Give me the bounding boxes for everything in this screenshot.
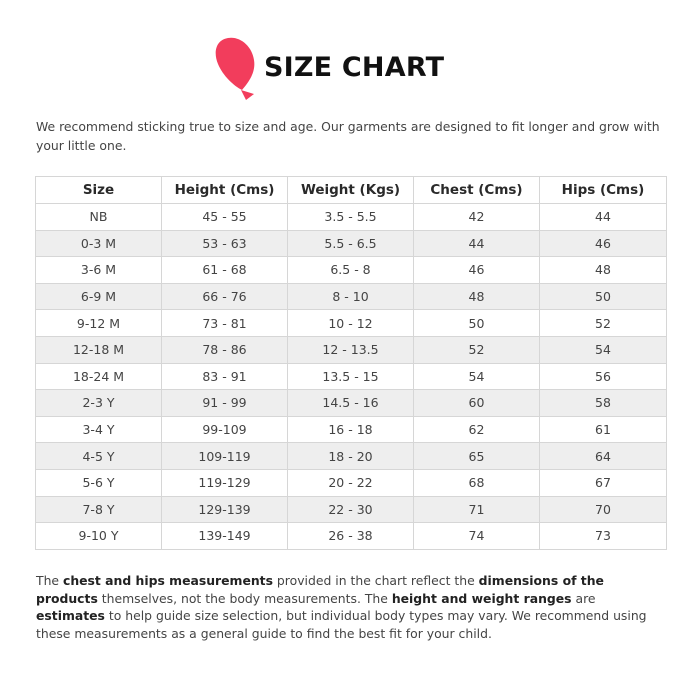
weight-cell: 3.5 - 5.5 xyxy=(288,204,414,231)
size-cell: 0-3 M xyxy=(36,230,162,257)
note-emphasis: estimates xyxy=(36,608,105,624)
table-row xyxy=(36,363,667,390)
table-row xyxy=(36,310,667,337)
size-cell: 9-12 M xyxy=(36,310,162,337)
chest-cell: 62 xyxy=(414,416,540,443)
note-text: to help guide size selection, but individual body types may vary. We recommend using these measurements as a general guide to find the best fit for your child. xyxy=(36,608,647,641)
table-row xyxy=(36,257,667,284)
weight-cell: 13.5 - 15 xyxy=(288,363,414,390)
hips-cell: 70 xyxy=(540,496,667,523)
column-header-weight: Weight (Kgs) xyxy=(288,177,414,204)
size-cell: 18-24 M xyxy=(36,363,162,390)
column-header-hips: Hips (Cms) xyxy=(540,177,667,204)
weight-cell: 26 - 38 xyxy=(288,523,414,550)
note-text: themselves, not the body measurements. The xyxy=(97,590,392,606)
column-header-height: Height (Cms) xyxy=(162,177,288,204)
height-cell: 119-129 xyxy=(162,469,288,496)
table-row xyxy=(36,336,667,363)
note-text: are xyxy=(571,590,596,606)
weight-cell: 14.5 - 16 xyxy=(288,390,414,417)
size-cell: 3-6 M xyxy=(36,257,162,284)
table-row xyxy=(36,416,667,443)
weight-cell: 22 - 30 xyxy=(288,496,414,523)
hips-cell: 64 xyxy=(540,443,667,470)
hips-cell: 44 xyxy=(540,204,667,231)
chest-cell: 60 xyxy=(414,390,540,417)
note-emphasis: chest and hips measurements xyxy=(62,573,273,588)
size-cell: 5-6 Y xyxy=(36,469,162,496)
table-row xyxy=(36,283,667,310)
chest-cell: 68 xyxy=(414,469,540,496)
hips-cell: 48 xyxy=(540,257,667,284)
size-cell: 6-9 M xyxy=(36,283,162,310)
chest-cell: 42 xyxy=(414,204,540,231)
size-cell: 3-4 Y xyxy=(36,416,162,443)
hips-cell: 50 xyxy=(540,283,667,310)
chest-cell: 48 xyxy=(414,283,540,310)
weight-cell: 5.5 - 6.5 xyxy=(288,230,414,257)
chest-cell: 46 xyxy=(414,257,540,284)
weight-cell: 18 - 20 xyxy=(288,443,414,470)
measurement-note xyxy=(36,572,668,642)
table-row xyxy=(36,469,667,496)
height-cell: 83 - 91 xyxy=(162,363,288,390)
chest-cell: 71 xyxy=(414,496,540,523)
weight-cell: 12 - 13.5 xyxy=(288,336,414,363)
size-cell: 9-10 Y xyxy=(36,523,162,550)
hips-cell: 52 xyxy=(540,310,667,337)
page-header xyxy=(0,36,700,106)
height-cell: 129-139 xyxy=(162,496,288,523)
size-cell: NB xyxy=(36,204,162,231)
height-cell: 53 - 63 xyxy=(162,230,288,257)
chest-cell: 44 xyxy=(414,230,540,257)
chest-cell: 74 xyxy=(414,523,540,550)
hips-cell: 54 xyxy=(540,336,667,363)
note-text: The xyxy=(36,573,63,588)
height-cell: 91 - 99 xyxy=(162,390,288,417)
table-row xyxy=(36,523,667,550)
height-cell: 66 - 76 xyxy=(162,283,288,310)
height-cell: 99-109 xyxy=(162,416,288,443)
chest-cell: 54 xyxy=(414,363,540,390)
hips-cell: 56 xyxy=(540,363,667,390)
chest-cell: 50 xyxy=(414,310,540,337)
size-cell: 12-18 M xyxy=(36,336,162,363)
size-chart-table xyxy=(35,176,667,550)
intro-text: We recommend sticking true to size and age. Our garments are designed to fit longer and grow with your little one. xyxy=(36,119,660,153)
weight-cell: 16 - 18 xyxy=(288,416,414,443)
note-emphasis: height and weight ranges xyxy=(391,590,572,606)
hips-cell: 61 xyxy=(540,416,667,443)
hips-cell: 58 xyxy=(540,390,667,417)
size-cell: 4-5 Y xyxy=(36,443,162,470)
height-cell: 139-149 xyxy=(162,523,288,550)
column-header-chest: Chest (Cms) xyxy=(414,177,540,204)
pink-balloon-icon xyxy=(212,36,260,104)
chest-cell: 52 xyxy=(414,336,540,363)
height-cell: 45 - 55 xyxy=(162,204,288,231)
weight-cell: 20 - 22 xyxy=(288,469,414,496)
note-emphasis: dimensions of the products xyxy=(36,573,604,606)
table-row xyxy=(36,390,667,417)
weight-cell: 10 - 12 xyxy=(288,310,414,337)
weight-cell: 6.5 - 8 xyxy=(288,257,414,284)
table-row xyxy=(36,443,667,470)
hips-cell: 67 xyxy=(540,469,667,496)
size-cell: 7-8 Y xyxy=(36,496,162,523)
table-row xyxy=(36,496,667,523)
column-header-size: Size xyxy=(36,177,162,204)
table-header-row xyxy=(36,177,667,204)
table-row xyxy=(36,230,667,257)
height-cell: 73 - 81 xyxy=(162,310,288,337)
height-cell: 109-119 xyxy=(162,443,288,470)
weight-cell: 8 - 10 xyxy=(288,283,414,310)
note-text: provided in the chart reflect the xyxy=(272,573,479,588)
table-row xyxy=(36,204,667,231)
size-cell: 2-3 Y xyxy=(36,390,162,417)
height-cell: 61 - 68 xyxy=(162,257,288,284)
chest-cell: 65 xyxy=(414,443,540,470)
page-title: SIZE CHART xyxy=(264,52,445,83)
height-cell: 78 - 86 xyxy=(162,336,288,363)
hips-cell: 73 xyxy=(540,523,667,550)
hips-cell: 46 xyxy=(540,230,667,257)
